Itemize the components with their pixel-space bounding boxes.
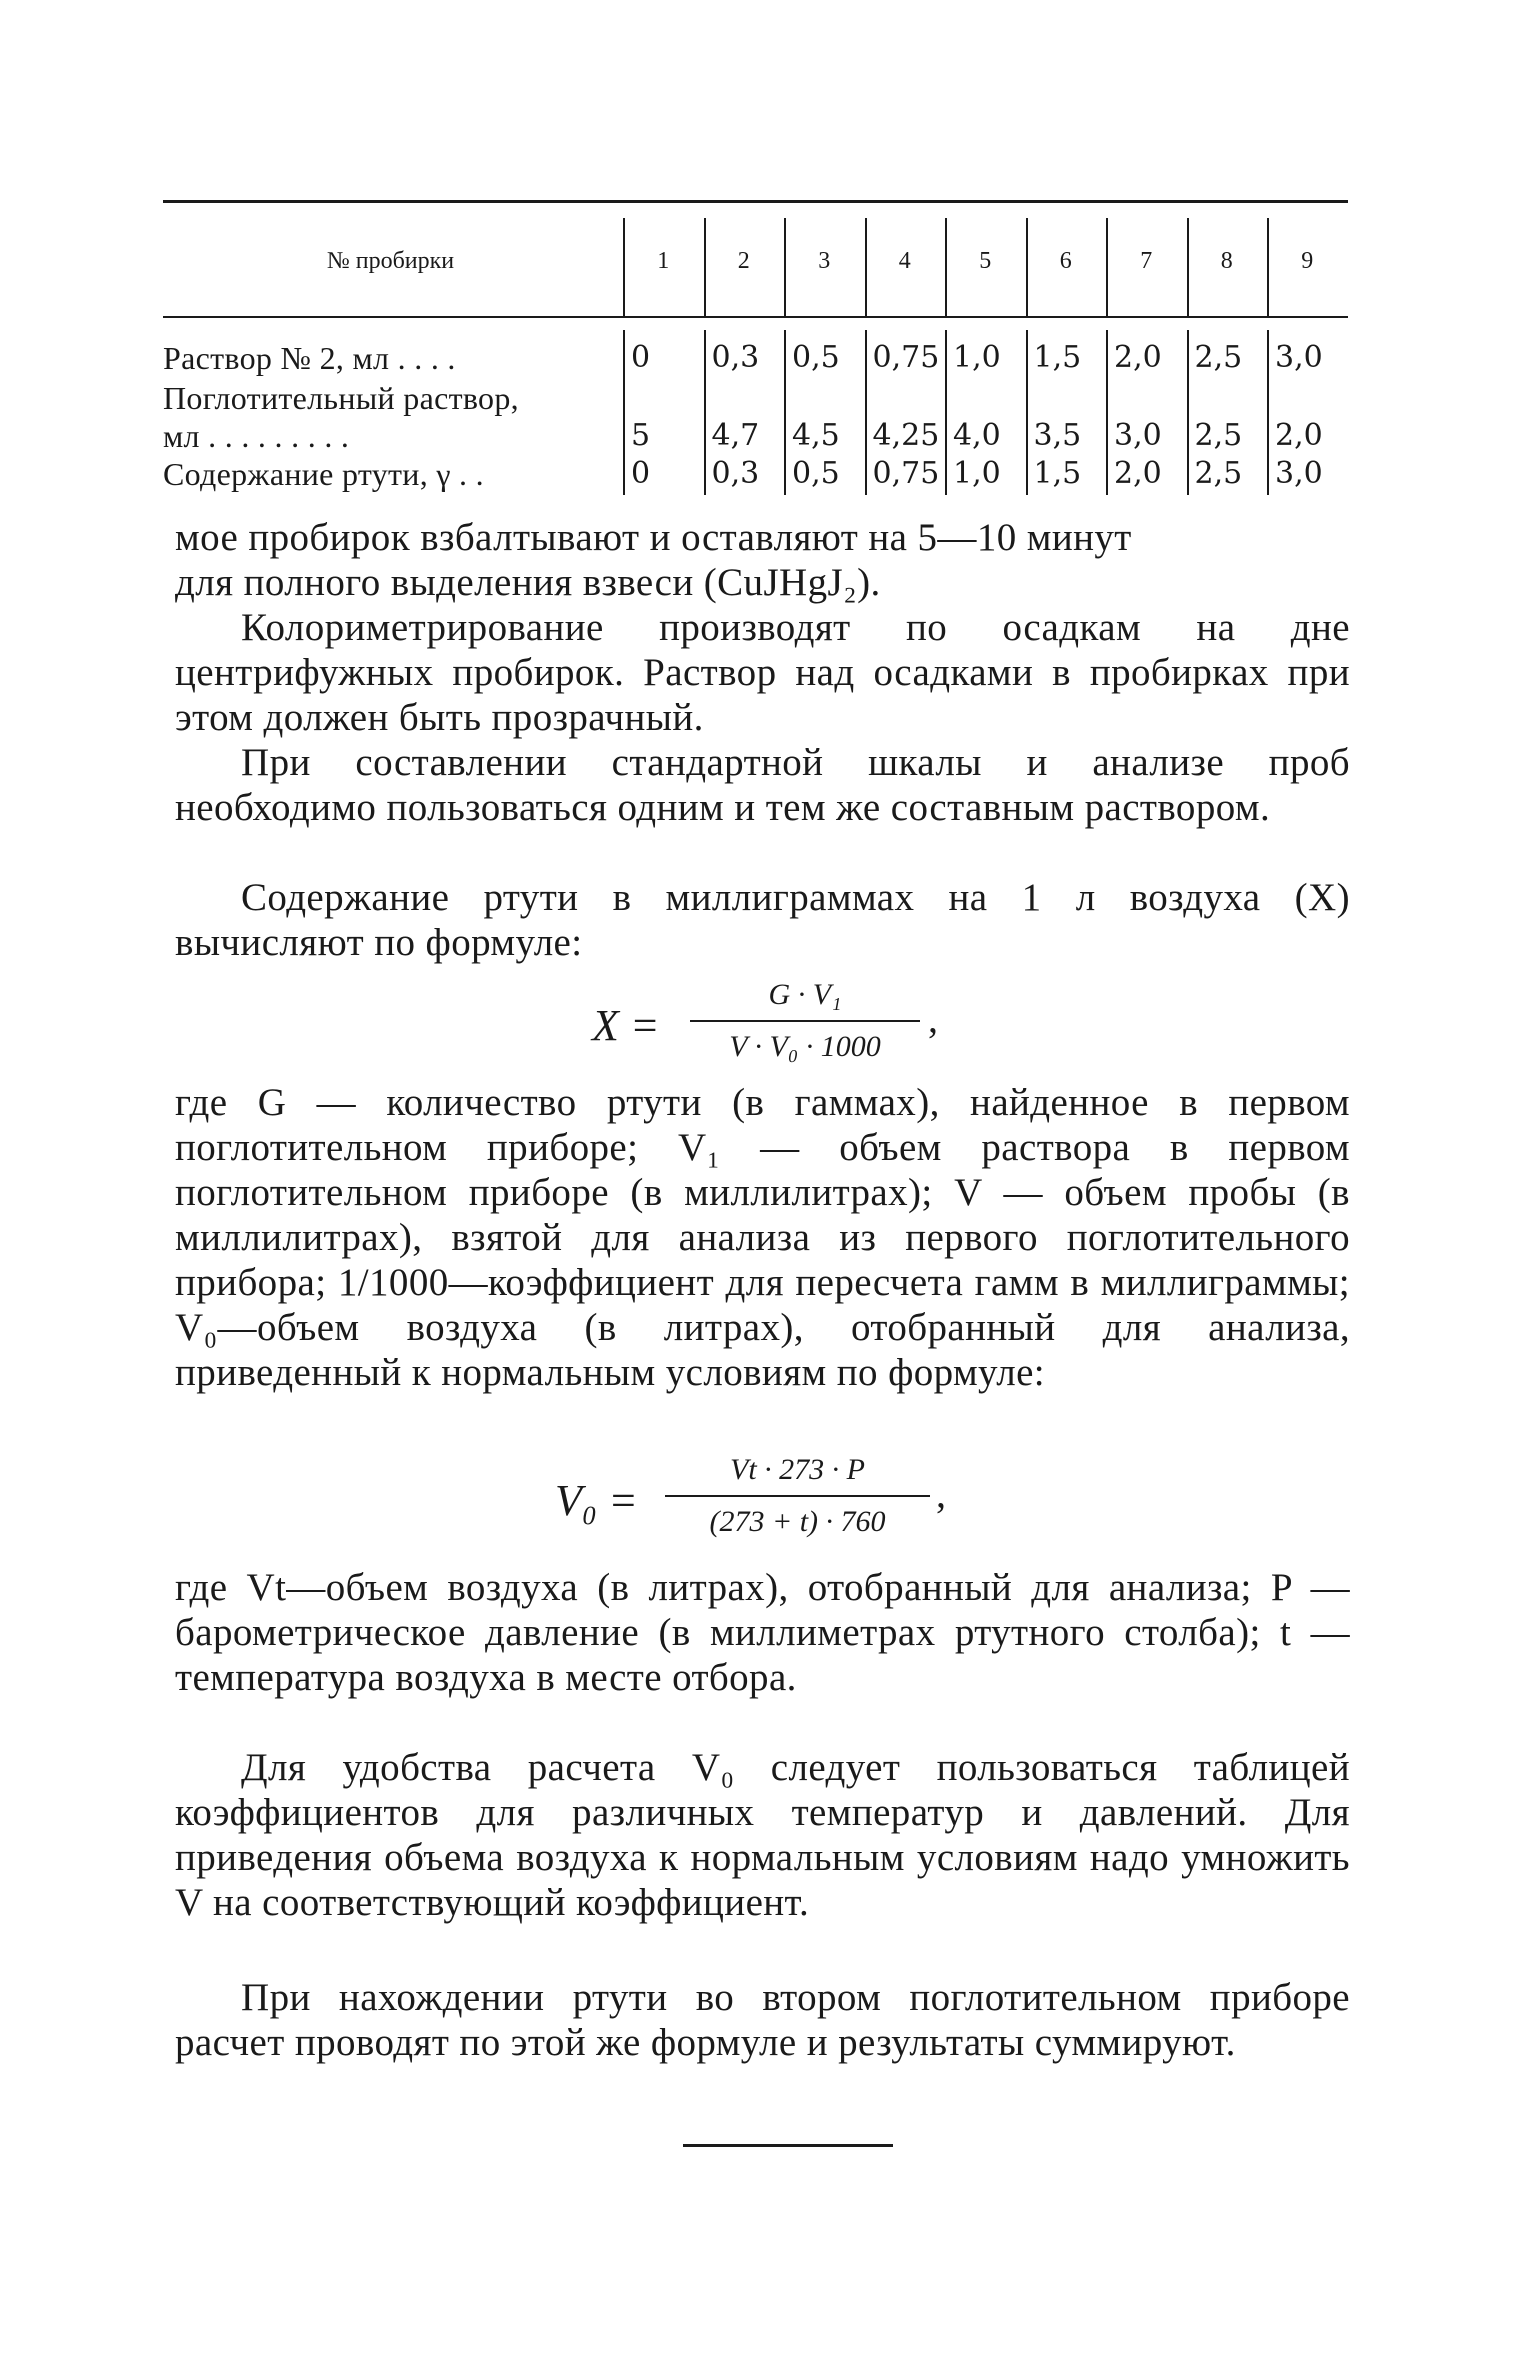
table-cell: 3,5 <box>1033 418 1082 453</box>
table-cell: 2,0 <box>1114 340 1162 375</box>
para-colorimetry: Колориметрирование производят по осадкам на дне центрифужных пробирок. Раствор над осадками в пробирках при этом должен быть прозрачный. <box>175 606 1350 739</box>
table-cell: 0,3 <box>711 456 760 491</box>
table-column-header: 9 <box>1301 248 1314 274</box>
table-col-rule-body <box>704 330 706 495</box>
formula-v0-comma: , <box>936 1471 946 1516</box>
table-cell: 0,75 <box>872 340 940 375</box>
table-col-rule-body <box>945 330 947 495</box>
table-cell: 0,5 <box>792 340 840 375</box>
para-coefficients: Для удобства расчета V₀ следует пользоваться таблицей коэффициентов для различных температур и давлений. Для приведения объема воздуха к нормальным условиям надо умножить V на соответствующий коэффициент. <box>175 1746 1350 1924</box>
table-header-rule <box>163 316 1348 318</box>
table-cell: 0,75 <box>872 456 940 491</box>
para-mercury-content: Содержание ртути в миллиграммах на 1 л воздуха (X) вычисляют по формуле: <box>175 876 1350 964</box>
table-column-header: 4 <box>898 248 911 274</box>
para-variables-v0: где Vt—объем воздуха (в литрах), отобранный для анализа; P — барометрическое давление (в миллиметрах ртутного столба); t — температура воздуха в месте отбора. <box>175 1566 1350 1699</box>
table-top-rule <box>163 200 1348 203</box>
table-cell: 5 <box>631 418 651 453</box>
table-column-header: 3 <box>818 248 831 274</box>
table-cell: 2,5 <box>1194 418 1243 453</box>
formula-v0-numerator: Vt · 273 · P <box>730 1453 865 1486</box>
table-cell: 2,0 <box>1275 418 1323 453</box>
table-column-header: 8 <box>1220 248 1233 274</box>
row-label-absorbing-solution: Поглотительный раствор, <box>163 380 519 416</box>
table-cell: 2,5 <box>1194 456 1243 491</box>
table-cell: 1,5 <box>1033 340 1082 375</box>
formula-v0-fraction-bar <box>665 1495 930 1497</box>
formula-x-fraction-bar <box>690 1020 920 1022</box>
table-col-rule-body <box>1187 330 1189 495</box>
para-1-line-1: мое пробирок взбалтывают и оставляют на 5—10 минут <box>175 516 1132 559</box>
table-cell: 0 <box>631 340 651 375</box>
table-cell: 3,0 <box>1275 340 1323 375</box>
table-column-header: 7 <box>1140 248 1153 274</box>
para-variables-x: где G — количество ртути (в гаммах), найденное в первом поглотительном приборе; V₁ — объем раствора в первом поглотительном приборе (в миллилитрах); V — объем пробы (в миллилитрах), взятой для анализа из первого поглотительного прибора; 1/1000—коэффициент для пересчета гамм в миллиграммы; V₀—объем воздуха (в литрах), отобранный для анализа, приведенный к нормальным условиям по формуле: <box>175 1081 1350 1394</box>
formula-x-denominator: V · V₀ · 1000 <box>729 1030 881 1063</box>
formula-x-lhs: X = <box>592 1001 660 1050</box>
table-column-header: 1 <box>657 248 670 274</box>
table-cell: 1,0 <box>953 340 1001 375</box>
table-cell: 4,0 <box>953 418 1001 453</box>
table-cell: 4,7 <box>711 418 760 453</box>
formula-x-numerator: G · V₁ <box>768 978 842 1011</box>
para-standard-scale: При составлении стандартной шкалы и анализе проб необходимо пользоваться одним и тем же составным раствором. <box>175 741 1350 829</box>
table-cell: 3,0 <box>1114 418 1162 453</box>
table-cell: 2,5 <box>1194 340 1243 375</box>
row-label-solution-2: Раствор № 2, мл . . . . <box>163 340 456 376</box>
row-label-mercury-content: Содержание ртути, γ . . <box>163 456 484 492</box>
formula-v0-denominator: (273 + t) · 760 <box>709 1505 886 1538</box>
table-column-header: 2 <box>737 248 750 274</box>
table-col-rule-body <box>1267 330 1269 495</box>
table-col-rule-body <box>623 330 625 495</box>
table-cell: 0,5 <box>792 456 840 491</box>
table-col-rule-body <box>1106 330 1108 495</box>
table-cell: 4,25 <box>872 418 940 453</box>
table-cell: 0 <box>631 456 651 491</box>
row-label-absorbing-solution-unit: мл . . . . . . . . . <box>163 418 350 454</box>
formula-v0-lhs: V₀ = <box>555 1476 638 1525</box>
table-col-rule-body <box>784 330 786 495</box>
table-column-header: 5 <box>979 248 992 274</box>
table-cell: 3,0 <box>1275 456 1323 491</box>
table-cell: 1,0 <box>953 456 1001 491</box>
table-cell: 0,3 <box>711 340 760 375</box>
table-column-header: 6 <box>1059 248 1072 274</box>
table-cell: 4,5 <box>792 418 840 453</box>
table-col-rule-body <box>865 330 867 495</box>
table-cell: 2,0 <box>1114 456 1162 491</box>
table-cell: 1,5 <box>1033 456 1082 491</box>
table-col-rule-body <box>1026 330 1028 495</box>
table-header-label: № пробирки <box>326 248 455 274</box>
para-second-absorber: При нахождении ртути во втором поглотительном приборе расчет проводят по этой же формуле и результаты суммируют. <box>175 1976 1350 2064</box>
end-rule <box>683 2144 893 2147</box>
formula-x-comma: , <box>928 996 938 1041</box>
para-1-line-2: для полного выделения взвеси (CuJHgJ₂). <box>175 561 881 604</box>
